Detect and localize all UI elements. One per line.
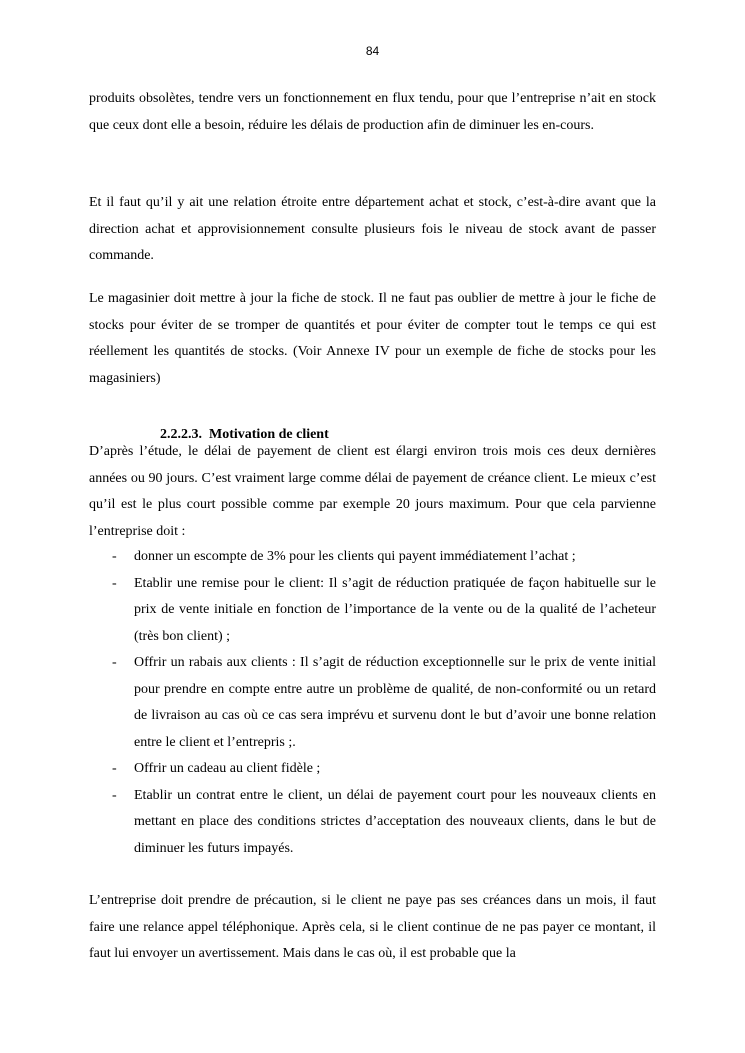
list-bullet: - [112,761,117,776]
list-bullet: - [112,787,117,803]
page-number: 84 [365,44,380,58]
paragraph-fiche-de-stock: Le magasinier doit mettre à jour la fiche de stock. Il ne faut pas oublier de mettre à jour le fiche de stocks pour éviter de se tromper de quantités et pour éviter de compter tout le temps ce qui est réellement les quantités de stocks. (Voir Annexe IV pour un exemple de fiche de stocks pour les magasiniers) [89,291,656,386]
paragraph-relation-achat-stock: Et il faut qu’il y ait une relation étroite entre département achat et stock, c’est-à-dire avant que la direction achat et approvisionnement consulte plusieurs fois le niveau de stock avant de passer commande. [89,195,656,263]
paragraph-delai-payement: D’après l’étude, le délai de payement de client est élargi environ trois mois ces deux dernières années ou 90 jours. C’est vraiment large comme délai de payement de créance client. Le mieux c’est qu’il est le plus court possible comme par exemple 20 jours maximum. Pour que cela parvienne l’entreprise doit : [89,444,656,539]
list-item-text: Etablir une remise pour le client: Il s’agit de réduction pratiquée de façon habituelle sur le prix de vente initiale en fonction de l’importance de la vente ou de la qualité de l’acheteur (très bon client) ; [134,575,656,644]
list-item [89,544,656,571]
section-number: 2.2.2.3. [160,427,202,442]
list-item-text: donner un escompte de 3% pour les clients qui payent immédiatement l’achat ; [134,549,576,564]
section-title: Motivation de client [209,427,329,442]
list-item [89,783,656,863]
measures-list [89,544,656,862]
list-item [89,756,656,783]
list-bullet: - [112,575,117,591]
list-item [89,571,656,651]
list-item-text: Offrir un rabais aux clients : Il s’agit de réduction exceptionnelle sur le prix de vente initial pour prendre en compte entre autre un problème de qualité, de non-conformité ou un retard de livraison au cas où ce cas sera imprévu et survenu dont le but d’avoir une bonne relation entre le client et l’entrepris ;. [134,655,656,750]
paragraph-flux-tendu: produits obsolètes, tendre vers un fonctionnement en flux tendu, pour que l’entreprise n’ait en stock que ceux dont elle a besoin, réduire les délais de production afin de diminuer les en-cours. [89,91,656,133]
paragraph-precaution-relance: L’entreprise doit prendre de précaution, si le client ne paye pas ses créances dans un mois, il faut faire une relance appel téléphonique. Après cela, si le client continue de ne pas payer ce montant, il faut lui envoyer un avertissement. Mais dans le cas où, il est probable que la [89,893,656,961]
list-bullet: - [112,655,117,670]
list-bullet: - [112,549,117,564]
list-item [89,650,656,756]
list-item-text: Offrir un cadeau au client fidèle ; [134,761,321,776]
list-item-text: Etablir un contrat entre le client, un délai de payement court pour les nouveaux clients en mettant en place des conditions strictes d’acceptation des nouveaux clients, dans le but de diminuer les futurs impayés. [134,787,656,856]
